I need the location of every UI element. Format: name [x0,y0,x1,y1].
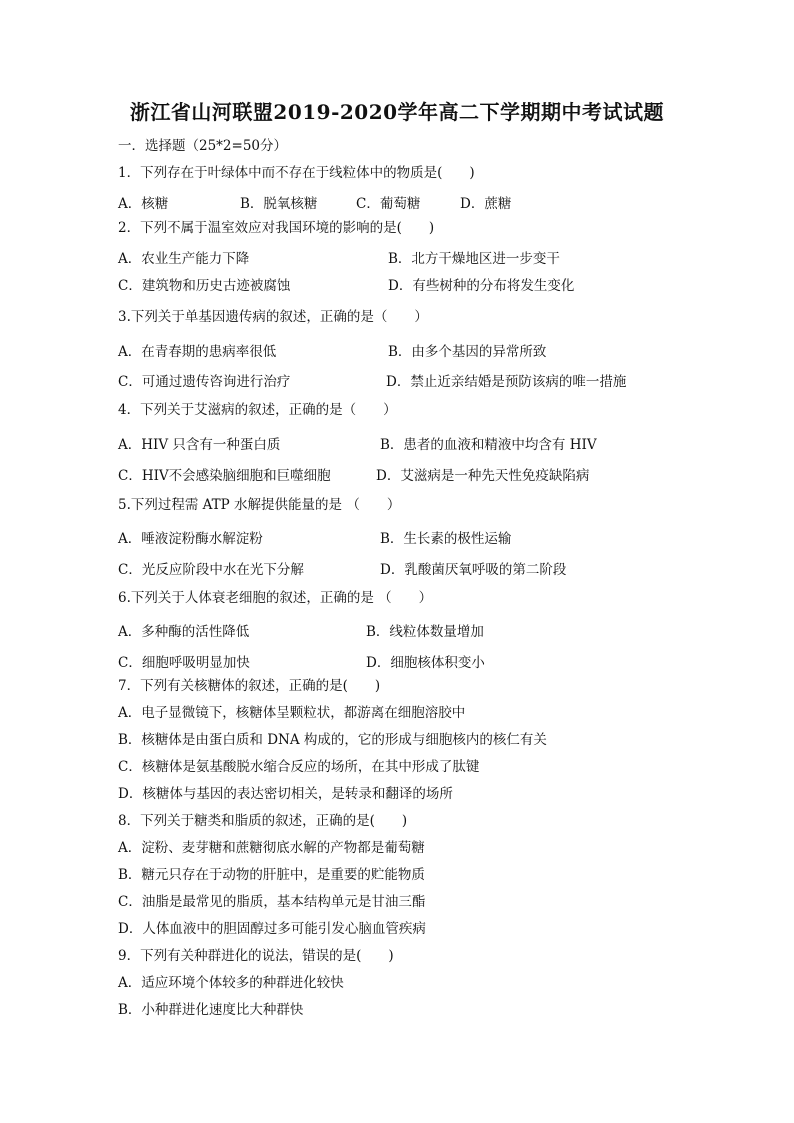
option-c: C．建筑物和历史古迹被腐蚀 [118,278,291,294]
option-d: D．有些树种的分布将发生变化 [388,278,575,294]
option-c: C．油脂是最常见的脂质，基本结构单元是甘油三酯 [118,894,426,910]
question-stem: 4．下列关于艾滋病的叙述，正确的是（ ） [118,402,397,418]
option-c: C．核糖体是氨基酸脱水缩合反应的场所，在其中形成了肽键 [118,759,480,775]
option-d: D．禁止近亲结婚是预防该病的唯一措施 [386,374,627,390]
question-stem: 6.下列关于人体衰老细胞的叙述，正确的是 （ ） [118,590,433,606]
option-b: B．生长素的极性运输 [380,531,512,547]
option-a: A．多种酶的活性降低 [118,624,250,640]
option-b: B．线粒体数量增加 [366,624,484,640]
option-a: A．核糖 [118,196,169,212]
option-a: A．农业生产能力下降 [118,251,250,267]
option-a: A．唾液淀粉酶水解淀粉 [118,531,263,547]
option-d: D．细胞核体积变小 [366,655,485,671]
question-stem: 2．下列不属于温室效应对我国环境的影响的是( ) [118,220,435,236]
question-stem: 7．下列有关核糖体的叙述，正确的是( ) [118,678,381,694]
question-stem: 3.下列关于单基因遗传病的叙述，正确的是（ ） [118,309,428,325]
option-b: B．小种群进化速度比大种群快 [118,1002,304,1018]
option-b: B．核糖体是由蛋白质和 DNA 构成的，它的形成与细胞核内的核仁有关 [118,732,547,748]
option-b: B．脱氧核糖 [240,196,318,212]
option-c: C．细胞呼吸明显加快 [118,655,250,671]
option-d: D．乳酸菌厌氧呼吸的第二阶段 [380,562,567,578]
option-d: D．人体血液中的胆固醇过多可能引发心脑血管疾病 [118,921,426,937]
option-a: A．在青春期的患病率很低 [118,344,277,360]
option-d: D．核糖体与基因的表达密切相关，是转录和翻译的场所 [118,786,453,802]
option-c: C．葡萄糖 [356,196,421,212]
option-b: B．糖元只存在于动物的肝脏中，是重要的贮能物质 [118,867,425,883]
option-b: B．由多个基因的异常所致 [388,344,547,360]
question-stem: 9．下列有关种群进化的说法，错误的是( ) [118,948,394,964]
option-c: C．光反应阶段中水在光下分解 [118,562,304,578]
option-c: C．HIV不会感染脑细胞和巨噬细胞 [118,468,331,484]
option-a: A．淀粉、麦芽糖和蔗糖彻底水解的产物都是葡萄糖 [118,840,425,856]
question-stem: 5.下列过程需 ATP 水解提供能量的是 （ ） [118,497,401,513]
option-b: B．北方干燥地区进一步变干 [388,251,560,267]
option-a: A．电子显微镜下，核糖体呈颗粒状，都游离在细胞溶胶中 [118,705,466,721]
page-title: 浙江省山河联盟2019-2020学年高二下学期期中考试试题 [129,100,665,124]
option-c: C．可通过遗传咨询进行治疗 [118,374,291,390]
option-a: A．HIV 只含有一种蛋白质 [118,437,281,453]
section-header: 一．选择题（25*2=50分） [118,138,288,154]
option-b: B．患者的血液和精液中均含有 HIV [380,437,597,453]
question-stem: 1．下列存在于叶绿体中而不存在于线粒体中的物质是( ) [118,165,475,181]
option-a: A．适应环境个体较多的种群进化较快 [118,975,344,991]
option-d: D．蔗糖 [460,196,512,212]
option-d: D．艾滋病是一种先天性免疫缺陷病 [376,468,590,484]
question-stem: 8．下列关于糖类和脂质的叙述，正确的是( ) [118,813,408,829]
